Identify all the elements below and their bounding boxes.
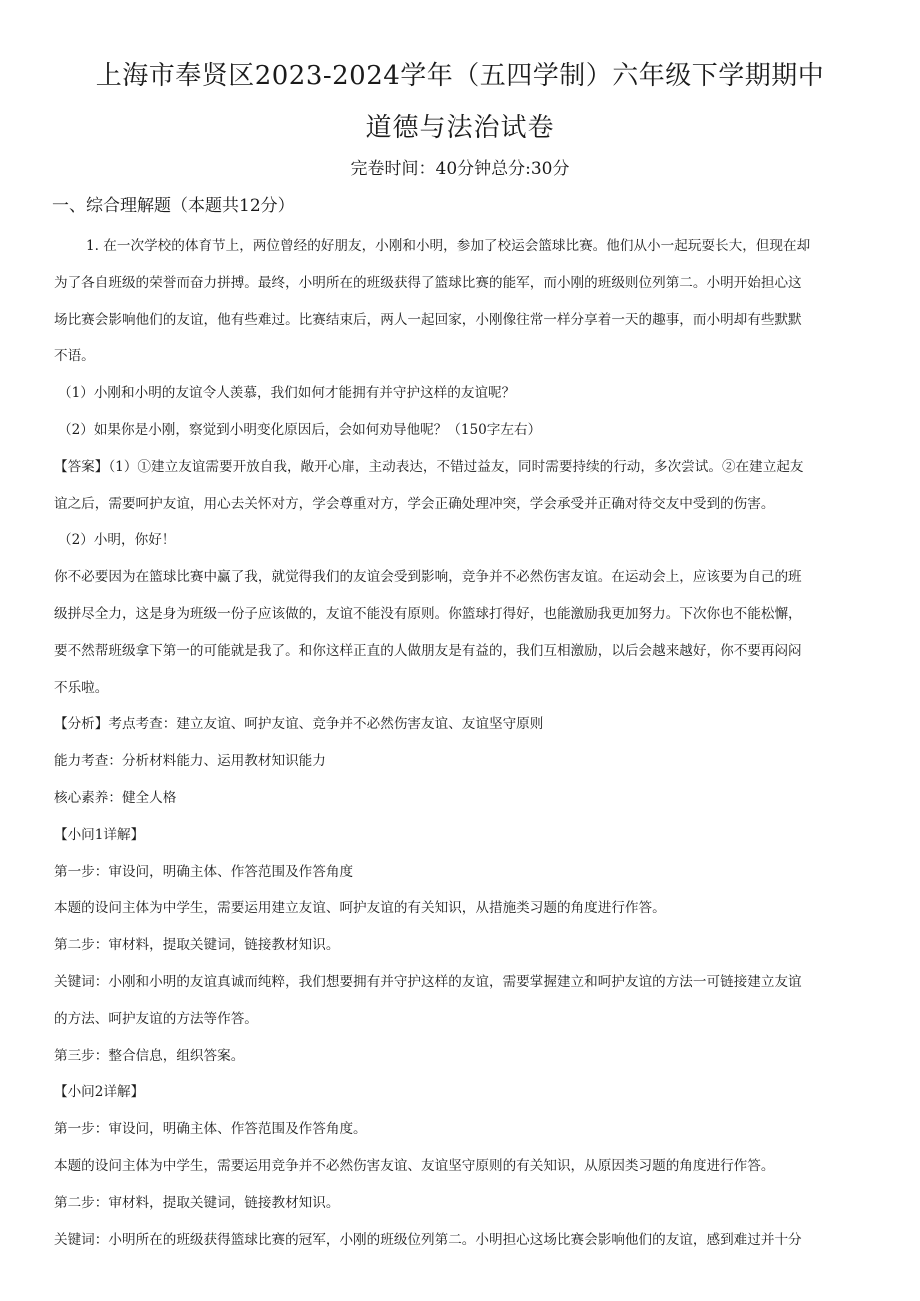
detail-line: 关键词：小刚和小明的友谊真诚而纯粹，我们想要拥有并守护这样的友谊，需要掌握建立和呵护友谊的方法一可链接建立友谊 xyxy=(54,973,802,990)
detail-line: 第一步：审设问，明确主体、作答范围及作答角度 xyxy=(54,863,354,880)
detail-line: 关键词：小明所在的班级获得篮球比赛的冠军，小刚的班级位列第二。小明担心这场比赛会影响他们的友谊，感到难过并十分 xyxy=(54,1231,802,1248)
answer-line: 【答案】（1）①建立友谊需要开放自我，敞开心扉，主动表达，不错过益友，同时需要持续的行动，多次尝试。②在建立起友 xyxy=(54,458,804,475)
analysis-line: 【分析】考点考查：建立友谊、呵护友谊、竞争并不必然伤害友谊、友谊坚守原则 xyxy=(54,716,544,733)
document-body xyxy=(54,228,866,1258)
question-text-line: 场比赛会影响他们的友谊，他有些难过。比赛结束后，两人一起回家，小刚像往常一样分享着一天的趣事，而小明却有些默默 xyxy=(54,311,802,328)
document-title-line2: 道德与法治试卷 xyxy=(365,113,555,143)
detail-heading: 【小问2详解】 xyxy=(54,1084,145,1101)
sub-question-1: （1）小刚和小明的友谊令人羡慕，我们如何才能拥有并守护这样的友谊呢？ xyxy=(58,385,516,402)
answer-line: （2）小明，你好！ xyxy=(58,532,176,549)
question-text-line: 为了各自班级的荣誉而奋力拼搏。最终，小明所在的班级获得了篮球比赛的能军，而小刚的班级则位列第二。小明开始担心这 xyxy=(54,274,802,291)
detail-line: 本题的设问主体为中学生，需要运用竞争并不必然伤害友谊、友谊坚守原则的有关知识，从原因类习题的角度进行作答。 xyxy=(54,1157,775,1174)
sub-question-2: （2）如果你是小刚，察觉到小明变化原因后，会如何劝导他呢？（150字左右） xyxy=(58,421,542,438)
exam-info: 完卷时间：40分钟总分:30分 xyxy=(350,159,570,179)
analysis-line: 能力考查：分析材料能力、运用教材知识能力 xyxy=(54,753,326,770)
analysis-line: 核心素养：健全人格 xyxy=(54,789,177,806)
answer-line: 级拼尽全力，这是身为班级一份子应该做的，友谊不能没有原则。你篮球打得好，也能激励我更加努力。下次你也不能松懈， xyxy=(54,605,802,622)
answer-line: 谊之后，需要呵护友谊，用心去关怀对方，学会尊重对方，学会正确处理冲突，学会承受并正确对待交友中受到的伤害。 xyxy=(54,495,775,512)
detail-line: 第二步：审材料，提取关键词，链接教材知识。 xyxy=(54,937,340,954)
answer-line: 不乐啦。 xyxy=(54,679,109,696)
question-text-line: 不语。 xyxy=(54,348,95,365)
answer-line: 你不必要因为在篮球比赛中赢了我，就觉得我们的友谊会受到影响，竞争并不必然伤害友谊。在运动会上，应该要为自己的班 xyxy=(54,569,802,586)
detail-heading: 【小问1详解】 xyxy=(54,826,145,843)
detail-line: 的方法、呵护友谊的方法等作答。 xyxy=(54,1010,258,1027)
detail-line: 第三步：整合信息，组织答案。 xyxy=(54,1047,245,1064)
detail-line: 本题的设问主体为中学生，需要运用建立友谊、呵护友谊的有关知识，从措施类习题的角度进行作答。 xyxy=(54,900,666,917)
answer-line: 要不然帮班级拿下第一的可能就是我了。和你这样正直的人做朋友是有益的，我们互相激励，以后会越来越好，你不要再闷闷 xyxy=(54,642,802,659)
section-heading: 一、综合理解题（本题共12分） xyxy=(52,196,295,216)
detail-line: 第二步：审材料，提取关键词，链接教材知识。 xyxy=(54,1194,340,1211)
document-title-line1: 上海市奉贤区2023-2024学年（五四学制）六年级下学期期中 xyxy=(95,61,825,91)
detail-line: 第一步：审设问，明确主体、作答范围及作答角度。 xyxy=(54,1121,367,1138)
question-text-line: 1. 在一次学校的体育节上，两位曾经的好朋友，小刚和小明，参加了校运会篮球比赛。他们从小一起玩耍长大，但现在却 xyxy=(86,238,811,254)
